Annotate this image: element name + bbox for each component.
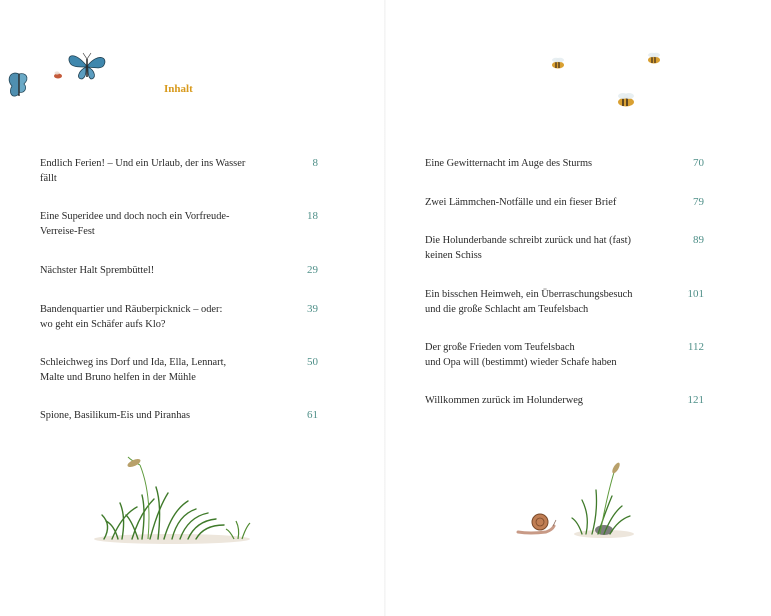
- toc-right-column: [425, 156, 704, 413]
- page-gutter: [384, 0, 386, 616]
- toc-entry[interactable]: [425, 393, 704, 413]
- grass-icon: [92, 455, 262, 547]
- page-title: Inhalt: [164, 83, 193, 95]
- butterfly-icon: [64, 49, 110, 83]
- toc-entry-title: Eine Gewitternacht im Auge des Sturms: [425, 158, 593, 169]
- toc-entry-page: 89: [693, 234, 704, 246]
- toc-entry-title: Willkommen zurück im Holunderweg: [425, 395, 584, 406]
- bee-icon: [644, 51, 664, 65]
- toc-entry-title: Bandenquartier und Räuberpicknick – oder: wo geht ein Schäfer aufs Klo?: [40, 304, 223, 330]
- toc-entry[interactable]: [425, 195, 704, 233]
- toc-entry-page: 79: [693, 196, 704, 208]
- toc-entry-page: 121: [687, 394, 704, 406]
- toc-entry-page: 101: [687, 288, 704, 300]
- toc-entry-title: Schleichweg ins Dorf und Ida, Ella, Lennart, Malte und Bruno helfen in der Mühle: [40, 357, 227, 383]
- toc-entry-title: Eine Superidee und doch noch ein Vorfreude- Verreise-Fest: [40, 211, 230, 237]
- toc-entry[interactable]: [425, 340, 704, 393]
- toc-entry[interactable]: [40, 156, 318, 209]
- toc-entry[interactable]: [40, 408, 318, 428]
- toc-entry[interactable]: [425, 156, 704, 195]
- toc-entry[interactable]: [40, 209, 318, 263]
- toc-entry[interactable]: [40, 355, 318, 408]
- toc-entry-title: Zwei Lämmchen-Notfälle und ein fieser Brief: [425, 197, 617, 208]
- toc-entry-page: 50: [307, 356, 318, 368]
- snail-icon: [516, 510, 558, 536]
- toc-entry-title: Die Holunderbande schreibt zurück und hat (fast) keinen Schiss: [425, 235, 632, 261]
- toc-entry-title: Ein bisschen Heimweh, ein Überraschungsbesuch und die große Schlacht am Teufelsbach: [425, 289, 633, 315]
- bee-icon: [548, 56, 568, 70]
- toc-entry[interactable]: [425, 287, 704, 340]
- toc-entry-page: 8: [312, 157, 318, 169]
- toc-entry-page: 18: [307, 210, 318, 222]
- toc-entry-title: Spione, Basilikum-Eis und Piranhas: [40, 410, 191, 421]
- toc-entry-title: Endlich Ferien! – Und ein Urlaub, der ins Wasser fällt: [40, 158, 246, 184]
- bee-icon: [52, 70, 64, 80]
- toc-left-column: [40, 156, 318, 428]
- toc-entry[interactable]: [40, 263, 318, 302]
- toc-entry-page: 61: [307, 409, 318, 421]
- toc-entry-title: Der große Frieden vom Teufelsbach und Opa will (bestimmt) wieder Schafe haben: [425, 342, 617, 368]
- toc-entry[interactable]: [425, 233, 704, 287]
- toc-entry-title: Nächster Halt Sprembüttel!: [40, 265, 155, 276]
- toc-entry[interactable]: [40, 302, 318, 355]
- toc-entry-page: 112: [687, 341, 704, 353]
- butterfly-icon: [6, 70, 32, 104]
- bee-icon: [612, 90, 640, 110]
- toc-entry-page: 39: [307, 303, 318, 315]
- toc-entry-page: 29: [307, 264, 318, 276]
- toc-entry-page: 70: [693, 157, 704, 169]
